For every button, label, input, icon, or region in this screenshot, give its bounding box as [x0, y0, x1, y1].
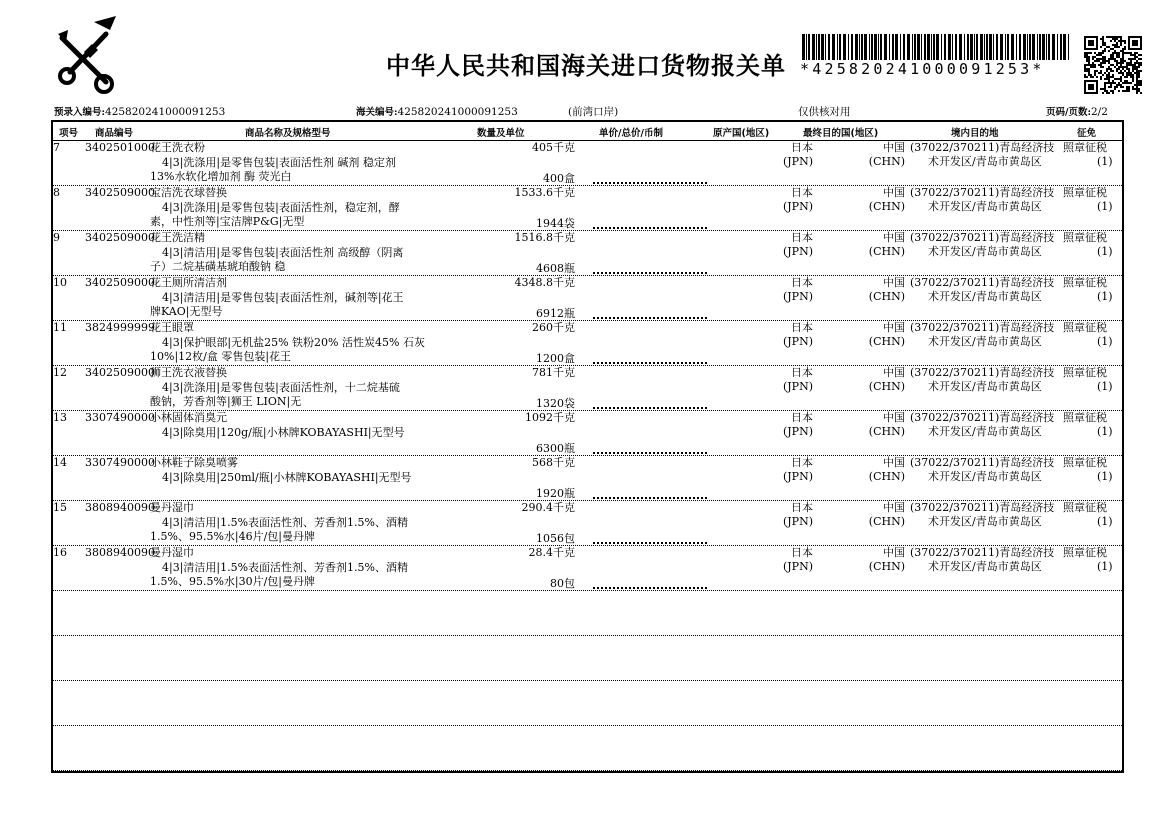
goods-code: 3402509000	[85, 186, 155, 199]
tax-mode: 照章征税	[1063, 321, 1107, 334]
domestic-destination: (37022/370211)青岛经济技	[910, 186, 1055, 199]
goods-spec-line1: 4|3|洗涤用|是零售包装|表面活性剂，十二烷基硫	[162, 381, 400, 394]
goods-name: 曼丹湿巾	[150, 546, 194, 559]
empty-row	[53, 681, 1122, 726]
item-no: 10	[53, 276, 67, 289]
origin-country: 日本	[791, 456, 813, 469]
item-no: 8	[53, 186, 60, 199]
empty-row	[53, 636, 1122, 681]
customs-number: 海关编号:425820241000091253	[356, 106, 518, 118]
table-row	[53, 276, 1122, 321]
origin-country: 日本	[791, 141, 813, 154]
destination-code: (CHN)	[868, 200, 905, 213]
quantity-unit: 6300瓶	[536, 442, 575, 455]
goods-name: 花王眼罩	[150, 321, 194, 334]
domestic-destination-line2: 术开发区/青岛市黄岛区	[928, 290, 1042, 303]
port-name: (前湾口岸)	[568, 106, 619, 118]
goods-spec-line1: 4|3|洗涤用|是零售包装|表面活性剂，稳定剂，酵	[162, 201, 400, 214]
price-placeholder-line	[593, 452, 707, 454]
destination-code: (CHN)	[868, 245, 905, 258]
quantity: 260千克	[532, 321, 575, 334]
price-placeholder-line	[593, 317, 707, 319]
price-placeholder-line	[593, 542, 707, 544]
item-no: 13	[53, 411, 67, 424]
origin-code: (JPN)	[782, 560, 813, 573]
goods-name: 花王洗洁精	[150, 231, 205, 244]
goods-spec-line1: 4|3|保护眼部|无机盐25% 铁粉20% 活性炭45% 石灰	[162, 336, 425, 349]
goods-table	[51, 120, 1124, 773]
goods-spec-line2: 1.5%、95.5%水|30片/包|曼丹牌	[150, 575, 316, 588]
domestic-destination: (37022/370211)青岛经济技	[910, 231, 1055, 244]
col-goods-code: 商品编号	[95, 128, 134, 139]
goods-spec-line1: 4|3|除臭用|250ml/瓶|小林牌KOBAYASHI|无型号	[162, 471, 412, 484]
price-placeholder-line	[593, 362, 707, 364]
goods-spec-line1: 4|3|清洁用|是零售包装|表面活性剂 高级醇（阴离	[162, 246, 404, 259]
item-no: 15	[53, 501, 67, 514]
origin-country: 日本	[791, 321, 813, 334]
item-no: 7	[53, 141, 60, 154]
domestic-destination-line2: 术开发区/青岛市黄岛区	[928, 200, 1042, 213]
destination-code: (CHN)	[868, 290, 905, 303]
origin-code: (JPN)	[782, 470, 813, 483]
origin-country: 日本	[791, 231, 813, 244]
quantity: 1516.8千克	[514, 231, 575, 244]
domestic-destination: (37022/370211)青岛经济技	[910, 141, 1055, 154]
quantity: 1533.6千克	[514, 186, 575, 199]
destination-code: (CHN)	[868, 425, 905, 438]
quantity: 1092千克	[525, 411, 575, 424]
goods-code: 3808940090	[85, 501, 155, 514]
tax-mode: 照章征税	[1063, 501, 1107, 514]
table-row	[53, 456, 1122, 501]
destination-code: (CHN)	[868, 560, 905, 573]
tax-mode: 照章征税	[1063, 546, 1107, 559]
origin-code: (JPN)	[782, 515, 813, 528]
table-row	[53, 366, 1122, 411]
destination-country: 中国	[883, 186, 905, 199]
tax-mode: 照章征税	[1063, 141, 1107, 154]
empty-row	[53, 591, 1122, 636]
destination-country: 中国	[883, 276, 905, 289]
goods-code: 3307490000	[85, 411, 155, 424]
goods-spec-line1: 4|3|清洁用|1.5%表面活性剂、芳香剂1.5%、酒精	[162, 561, 409, 574]
origin-country: 日本	[791, 501, 813, 514]
origin-code: (JPN)	[782, 290, 813, 303]
goods-spec-line2: 酸钠，芳香剂等|狮王 LION|无	[150, 395, 302, 408]
empty-row	[53, 726, 1122, 771]
verification-note: 仅供核对用	[798, 106, 851, 118]
destination-country: 中国	[883, 546, 905, 559]
quantity-unit: 6912瓶	[536, 307, 575, 320]
goods-spec-line2: 10%|12枚/盒 零售包装|花王	[150, 350, 292, 363]
col-tax: 征免	[1077, 128, 1097, 139]
goods-name: 宝洁洗衣球替换	[150, 186, 227, 199]
barcode-number: *425820241000091253*	[800, 60, 1045, 78]
tax-code: (1)	[1097, 290, 1113, 303]
origin-code: (JPN)	[782, 380, 813, 393]
quantity-unit: 1944袋	[536, 217, 575, 230]
goods-name: 曼丹湿巾	[150, 501, 194, 514]
page-indicator: 页码/页数:2/2	[1046, 106, 1108, 118]
quantity: 290.4千克	[521, 501, 575, 514]
goods-name: 小林固体消臭元	[150, 411, 227, 424]
domestic-destination-line2: 术开发区/青岛市黄岛区	[928, 470, 1042, 483]
goods-spec-line2: 子）二烷基磺基琥珀酸钠 稳	[150, 260, 286, 273]
origin-code: (JPN)	[782, 155, 813, 168]
origin-country: 日本	[791, 276, 813, 289]
pre-entry-number: 预录入编号:425820241000091253	[54, 106, 226, 118]
domestic-destination-line2: 术开发区/青岛市黄岛区	[928, 380, 1042, 393]
destination-country: 中国	[883, 366, 905, 379]
destination-country: 中国	[883, 141, 905, 154]
goods-name: 狮王洗衣液替换	[150, 366, 227, 379]
domestic-destination: (37022/370211)青岛经济技	[910, 501, 1055, 514]
tax-mode: 照章征税	[1063, 411, 1107, 424]
origin-country: 日本	[791, 186, 813, 199]
table-row	[53, 186, 1122, 231]
origin-country: 日本	[791, 366, 813, 379]
destination-country: 中国	[883, 456, 905, 469]
tax-code: (1)	[1097, 470, 1113, 483]
domestic-destination: (37022/370211)青岛经济技	[910, 546, 1055, 559]
tax-code: (1)	[1097, 425, 1113, 438]
origin-code: (JPN)	[782, 425, 813, 438]
quantity-unit: 4608瓶	[536, 262, 575, 275]
goods-code: 3307490000	[85, 456, 155, 469]
goods-spec-line2: 1.5%、95.5%水|46片/包|曼丹牌	[150, 530, 316, 543]
origin-code: (JPN)	[782, 245, 813, 258]
goods-spec-line2: 牌KAO|无型号	[150, 305, 223, 318]
goods-name: 小林鞋子除臭喷雾	[150, 456, 238, 469]
tax-code: (1)	[1097, 560, 1113, 573]
table-row	[53, 141, 1122, 186]
quantity-unit: 1200盒	[536, 352, 575, 365]
goods-spec-line2: 素，中性剂等|宝洁牌P&G|无型	[150, 215, 305, 228]
tax-code: (1)	[1097, 245, 1113, 258]
goods-spec-line1: 4|3|洗涤用|是零售包装|表面活性剂 碱剂 稳定剂	[162, 156, 396, 169]
origin-country: 日本	[791, 411, 813, 424]
price-placeholder-line	[593, 182, 707, 184]
goods-code: 3402509000	[85, 366, 155, 379]
origin-code: (JPN)	[782, 200, 813, 213]
item-no: 12	[53, 366, 67, 379]
quantity: 781千克	[532, 366, 575, 379]
domestic-destination-line2: 术开发区/青岛市黄岛区	[928, 560, 1042, 573]
col-destination: 最终目的国(地区)	[803, 128, 879, 139]
qr-code-icon	[1084, 36, 1142, 94]
destination-country: 中国	[883, 501, 905, 514]
tax-mode: 照章征税	[1063, 186, 1107, 199]
item-no: 11	[53, 321, 67, 334]
item-no: 14	[53, 456, 67, 469]
price-placeholder-line	[593, 227, 707, 229]
tax-mode: 照章征税	[1063, 231, 1107, 244]
destination-country: 中国	[883, 231, 905, 244]
table-row	[53, 501, 1122, 546]
goods-spec-line2: 13%水软化增加剂 酶 荧光白	[150, 170, 292, 183]
tax-code: (1)	[1097, 380, 1113, 393]
goods-name: 花王厕所清洁剂	[150, 276, 227, 289]
price-placeholder-line	[593, 407, 707, 409]
destination-country: 中国	[883, 411, 905, 424]
quantity-unit: 1320袋	[536, 397, 575, 410]
price-placeholder-line	[593, 272, 707, 274]
destination-code: (CHN)	[868, 470, 905, 483]
quantity: 28.4千克	[528, 546, 575, 559]
domestic-destination: (37022/370211)青岛经济技	[910, 366, 1055, 379]
quantity-unit: 1920瓶	[536, 487, 575, 500]
tax-code: (1)	[1097, 200, 1113, 213]
quantity: 4348.8千克	[514, 276, 575, 289]
goods-code: 3402501000	[85, 141, 155, 154]
goods-spec-line1: 4|3|清洁用|是零售包装|表面活性剂，碱剂等|花王	[162, 291, 404, 304]
domestic-destination: (37022/370211)青岛经济技	[910, 276, 1055, 289]
goods-code: 3402509000	[85, 231, 155, 244]
domestic-destination: (37022/370211)青岛经济技	[910, 411, 1055, 424]
destination-code: (CHN)	[868, 515, 905, 528]
origin-country: 日本	[791, 546, 813, 559]
quantity-unit: 80包	[550, 577, 575, 590]
tax-mode: 照章征税	[1063, 366, 1107, 379]
col-item-no: 项号	[59, 128, 79, 139]
quantity: 568千克	[532, 456, 575, 469]
col-price: 单价/总价/币制	[599, 128, 663, 139]
item-no: 9	[53, 231, 60, 244]
quantity-unit: 1056包	[536, 532, 575, 545]
price-placeholder-line	[593, 587, 707, 589]
domestic-destination: (37022/370211)青岛经济技	[910, 321, 1055, 334]
col-domestic: 境内目的地	[951, 128, 999, 139]
document-title: 中华人民共和国海关进口货物报关单	[386, 52, 786, 80]
quantity: 405千克	[532, 141, 575, 154]
domestic-destination-line2: 术开发区/青岛市黄岛区	[928, 245, 1042, 258]
goods-spec-line1: 4|3|清洁用|1.5%表面活性剂、芳香剂1.5%、酒精	[162, 516, 409, 529]
customs-emblem-icon	[54, 12, 116, 98]
item-no: 16	[53, 546, 67, 559]
destination-code: (CHN)	[868, 335, 905, 348]
tax-code: (1)	[1097, 155, 1113, 168]
goods-name: 花王洗衣粉	[150, 141, 205, 154]
quantity-unit: 400盒	[543, 172, 575, 185]
domestic-destination: (37022/370211)青岛经济技	[910, 456, 1055, 469]
domestic-destination-line2: 术开发区/青岛市黄岛区	[928, 515, 1042, 528]
goods-code: 3402509000	[85, 276, 155, 289]
col-goods-name: 商品名称及规格型号	[245, 128, 331, 139]
domestic-destination-line2: 术开发区/青岛市黄岛区	[928, 425, 1042, 438]
col-origin: 原产国(地区)	[713, 128, 770, 139]
goods-code: 3824999999	[85, 321, 155, 334]
origin-code: (JPN)	[782, 335, 813, 348]
tax-mode: 照章征税	[1063, 276, 1107, 289]
tax-mode: 照章征税	[1063, 456, 1107, 469]
table-row	[53, 546, 1122, 591]
tax-code: (1)	[1097, 515, 1113, 528]
col-quantity: 数量及单位	[477, 128, 525, 139]
tax-code: (1)	[1097, 335, 1113, 348]
table-header	[53, 122, 1122, 141]
goods-code: 3808940090	[85, 546, 155, 559]
destination-country: 中国	[883, 321, 905, 334]
domestic-destination-line2: 术开发区/青岛市黄岛区	[928, 335, 1042, 348]
price-placeholder-line	[593, 497, 707, 499]
domestic-destination-line2: 术开发区/青岛市黄岛区	[928, 155, 1042, 168]
table-row	[53, 231, 1122, 276]
destination-code: (CHN)	[868, 380, 905, 393]
destination-code: (CHN)	[868, 155, 905, 168]
table-row	[53, 321, 1122, 366]
goods-spec-line1: 4|3|除臭用|120g/瓶|小林牌KOBAYASHI|无型号	[162, 426, 405, 439]
table-row	[53, 411, 1122, 456]
